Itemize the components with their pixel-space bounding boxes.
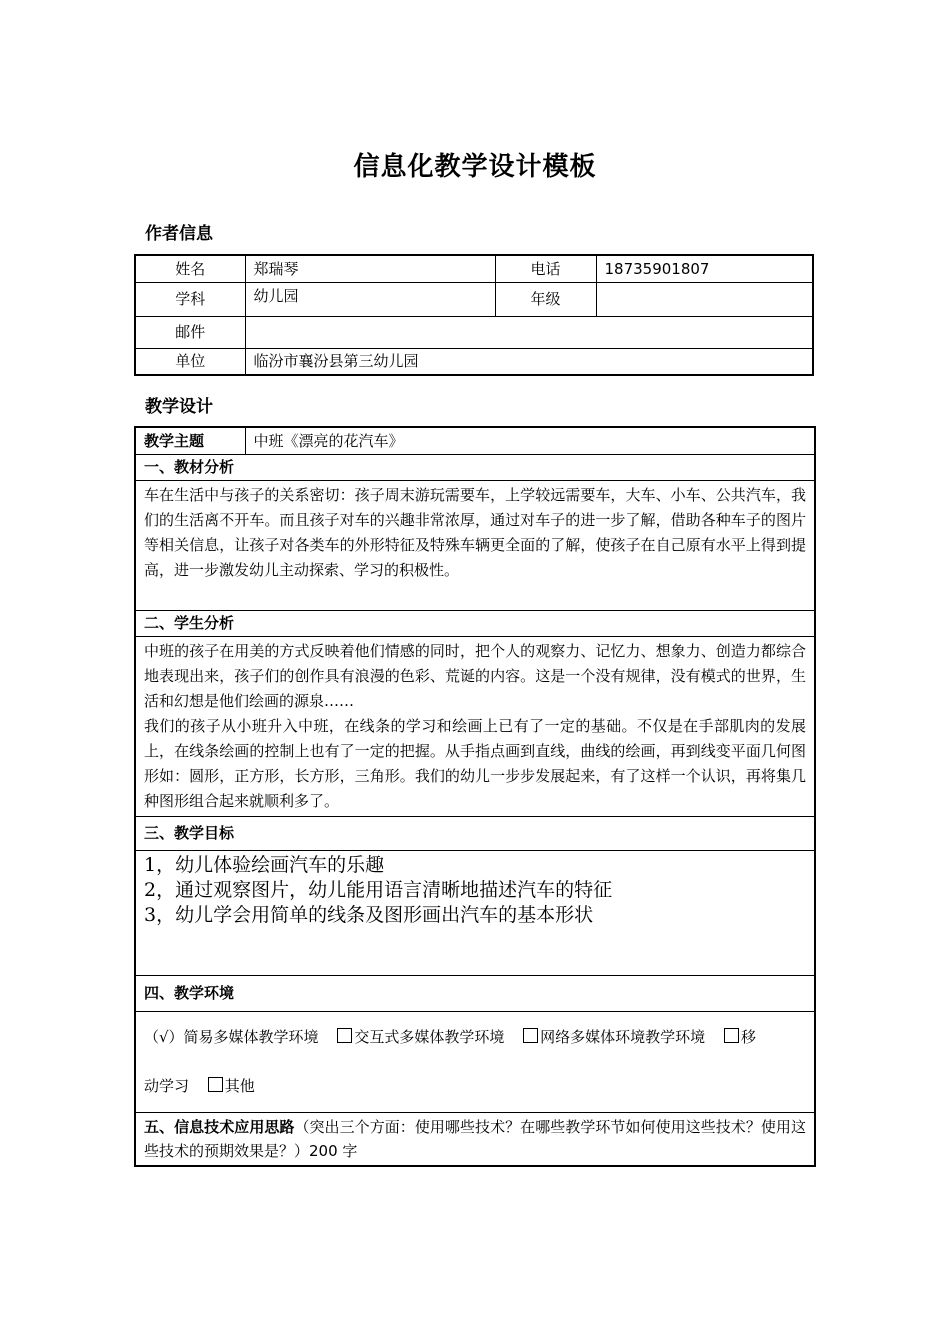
student-analysis-text-2: 我们的孩子从小班升入中班，在线条的学习和绘画上已有了一定的基础。不仅是在手部肌肉的发展上，在线条绘画的控制上也有了一定的把握。从手指点画到直线，曲线的绘画，再到线变平面几何图形如：圆形，正方形，长方形，三角形。我们的幼儿一步步发展起来，有了这样一个认识，再将集几种图形组合起来就顺利多了。: [144, 716, 806, 810]
grade-label: 年级: [495, 282, 596, 316]
table-row: [135, 454, 815, 480]
env-option-other: 其他: [224, 1076, 255, 1095]
goal-item: 1，幼儿体验绘画汽车的乐趣: [144, 853, 385, 876]
env-interactive-checkbox[interactable]: [337, 1028, 352, 1043]
unit-label: 单位: [135, 348, 245, 375]
teaching-design-table: [134, 426, 816, 1167]
table-row: [135, 282, 813, 316]
env-other-checkbox[interactable]: [208, 1077, 223, 1092]
env-option-network: 网络多媒体环境教学环境: [540, 1027, 706, 1046]
teaching-goals-heading: 三、教学目标: [135, 816, 815, 850]
table-row: [135, 427, 815, 454]
page-title: 信息化教学设计模板: [353, 152, 597, 182]
table-row: [135, 255, 813, 282]
name-value: 郑瑞琴: [245, 255, 495, 282]
teaching-environment-options: [135, 1011, 815, 1112]
table-row: [135, 348, 813, 375]
table-row: [135, 1112, 815, 1166]
student-analysis-text-1: 中班的孩子在用美的方式反映着他们情感的同时，把个人的观察力、记忆力、想象力、创造力都综合地表现出来，孩子们的创作具有浪漫的色彩、荒诞的内容。这是一个没有规律，没有模式的世界，生活和幻想是他们绘画的源泉……: [144, 641, 806, 710]
tech-application-note: （突出三个方面：使用哪些技术？在哪些教学环节如何使用这些技术？使用这些技术的预期效果是？）200 字: [144, 1117, 806, 1160]
material-analysis-heading: 一、教材分析: [135, 454, 815, 480]
tech-application-cell: [135, 1112, 815, 1166]
email-label: 邮件: [135, 316, 245, 348]
author-section-heading: 作者信息: [145, 224, 213, 244]
teaching-environment-heading: 四、教学环境: [135, 975, 815, 1011]
table-row: [135, 975, 815, 1011]
author-info-table: [134, 254, 814, 376]
subject-label: 学科: [135, 282, 245, 316]
design-section-heading: 教学设计: [145, 397, 213, 417]
topic-label: 教学主题: [135, 427, 245, 454]
table-row: [135, 1011, 815, 1112]
goal-item: 3，幼儿学会用简单的线条及图形画出汽车的基本形状: [144, 903, 594, 926]
phone-value: 18735901807: [596, 255, 813, 282]
table-row: [135, 636, 815, 816]
table-row: [135, 610, 815, 636]
table-row: [135, 850, 815, 975]
env-mobile-checkbox[interactable]: [724, 1028, 739, 1043]
email-value: [245, 316, 813, 348]
env-option-simple-multimedia[interactable]: （√）简易多媒体教学环境: [144, 1027, 319, 1046]
student-analysis-heading: 二、学生分析: [135, 610, 815, 636]
subject-value: 幼儿园: [245, 282, 495, 316]
phone-label: 电话: [495, 255, 596, 282]
table-row: [135, 316, 813, 348]
env-option-mobile-part2: 动学习: [144, 1076, 190, 1095]
name-label: 姓名: [135, 255, 245, 282]
tech-application-heading: 五、信息技术应用思路: [144, 1117, 295, 1136]
table-row: [135, 816, 815, 850]
table-row: [135, 480, 815, 610]
env-network-checkbox[interactable]: [523, 1028, 538, 1043]
material-analysis-text: 车在生活中与孩子的关系密切：孩子周末游玩需要车，上学较远需要车，大车、小车、公共汽车，我们的生活离不开车。而且孩子对车的兴趣非常浓厚，通过对车子的进一步了解，借助各种车子的图片等相关信息，让孩子对各类车的外形特征及特殊车辆更全面的了解，使孩子在自己原有水平上得到提高，进一步激发幼儿主动探索、学习的积极性。: [135, 480, 815, 610]
topic-value: 中班《漂亮的花汽车》: [245, 427, 815, 454]
goal-item: 2，通过观察图片，幼儿能用语言清晰地描述汽车的特征: [144, 878, 613, 901]
teaching-goals-list: [135, 850, 815, 975]
unit-value: 临汾市襄汾县第三幼儿园: [245, 348, 813, 375]
grade-value: [596, 282, 813, 316]
env-option-mobile-part1: 移: [740, 1027, 756, 1046]
env-option-interactive: 交互式多媒体教学环境: [354, 1027, 505, 1046]
student-analysis-cell: [135, 636, 815, 816]
